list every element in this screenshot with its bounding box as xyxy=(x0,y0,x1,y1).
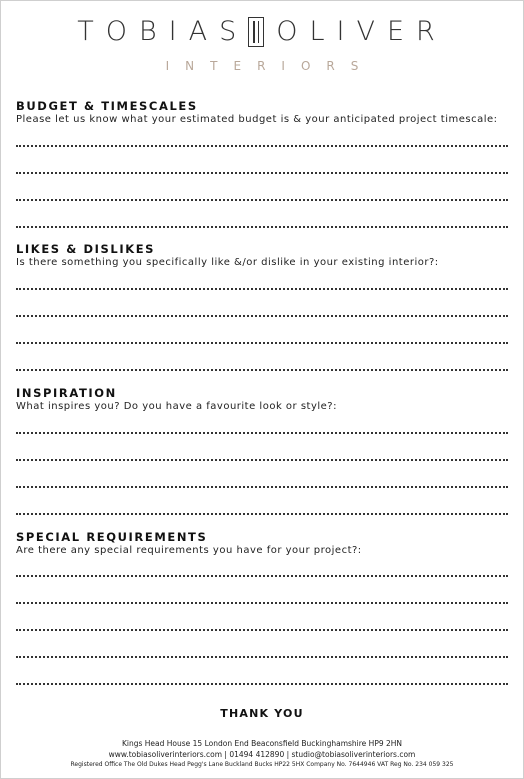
section-heading: BUDGET & TIMESCALES xyxy=(16,99,198,113)
footer-address: Kings Head House 15 London End Beaconsfield Buckinghamshire HP9 2HN xyxy=(121,739,403,748)
section-inspiration xyxy=(16,386,508,414)
answer-line-3[interactable] xyxy=(16,486,508,488)
section-prompt: What inspires you? Do you have a favourite look or style?: xyxy=(16,401,337,412)
answer-line-2[interactable] xyxy=(16,459,508,461)
answer-line-3[interactable] xyxy=(16,629,508,631)
answer-line-1[interactable] xyxy=(16,575,508,577)
answer-line-2[interactable] xyxy=(16,602,508,604)
section-special-requirements xyxy=(16,530,508,558)
thank-you-text: THANK YOU xyxy=(220,707,304,720)
section-prompt: Is there something you specifically like &/or dislike in your existing interior?: xyxy=(16,257,439,268)
footer-registered-office: Registered Office The Old Dukes Head Pegg's Lane Buckland Bucks HP22 5HX Company No. 7644946 VAT Reg No. 234 059 325 xyxy=(70,761,454,768)
answer-line-5[interactable] xyxy=(16,683,508,685)
answer-line-4[interactable] xyxy=(16,226,508,228)
section-heading: SPECIAL REQUIREMENTS xyxy=(16,530,208,544)
answer-line-1[interactable] xyxy=(16,432,508,434)
answer-line-2[interactable] xyxy=(16,172,508,174)
answer-line-3[interactable] xyxy=(16,199,508,201)
logo-mark-icon xyxy=(248,17,264,47)
section-heading: LIKES & DISLIKES xyxy=(16,242,156,256)
section-heading: INSPIRATION xyxy=(16,386,117,400)
section-budget xyxy=(16,99,508,127)
answer-line-1[interactable] xyxy=(16,288,508,290)
answer-line-4[interactable] xyxy=(16,513,508,515)
answer-line-1[interactable] xyxy=(16,145,508,147)
section-prompt: Please let us know what your estimated budget is & your anticipated project timescale: xyxy=(16,114,498,125)
section-likes-dislikes xyxy=(16,242,508,270)
brand-tagline: INTERIORS xyxy=(165,59,375,73)
footer-contact: www.tobiasoliverinteriors.com | 01494 412890 | studio@tobiasoliverinteriors.com xyxy=(108,750,416,759)
answer-line-4[interactable] xyxy=(16,656,508,658)
brand-name-right: OLIVER xyxy=(276,16,447,47)
section-prompt: Are there any special requirements you have for your project?: xyxy=(16,545,362,556)
answer-line-2[interactable] xyxy=(16,315,508,317)
brand-logo xyxy=(1,15,523,49)
answer-line-3[interactable] xyxy=(16,342,508,344)
brand-name-left: TOBIAS xyxy=(77,16,249,47)
answer-line-4[interactable] xyxy=(16,369,508,371)
